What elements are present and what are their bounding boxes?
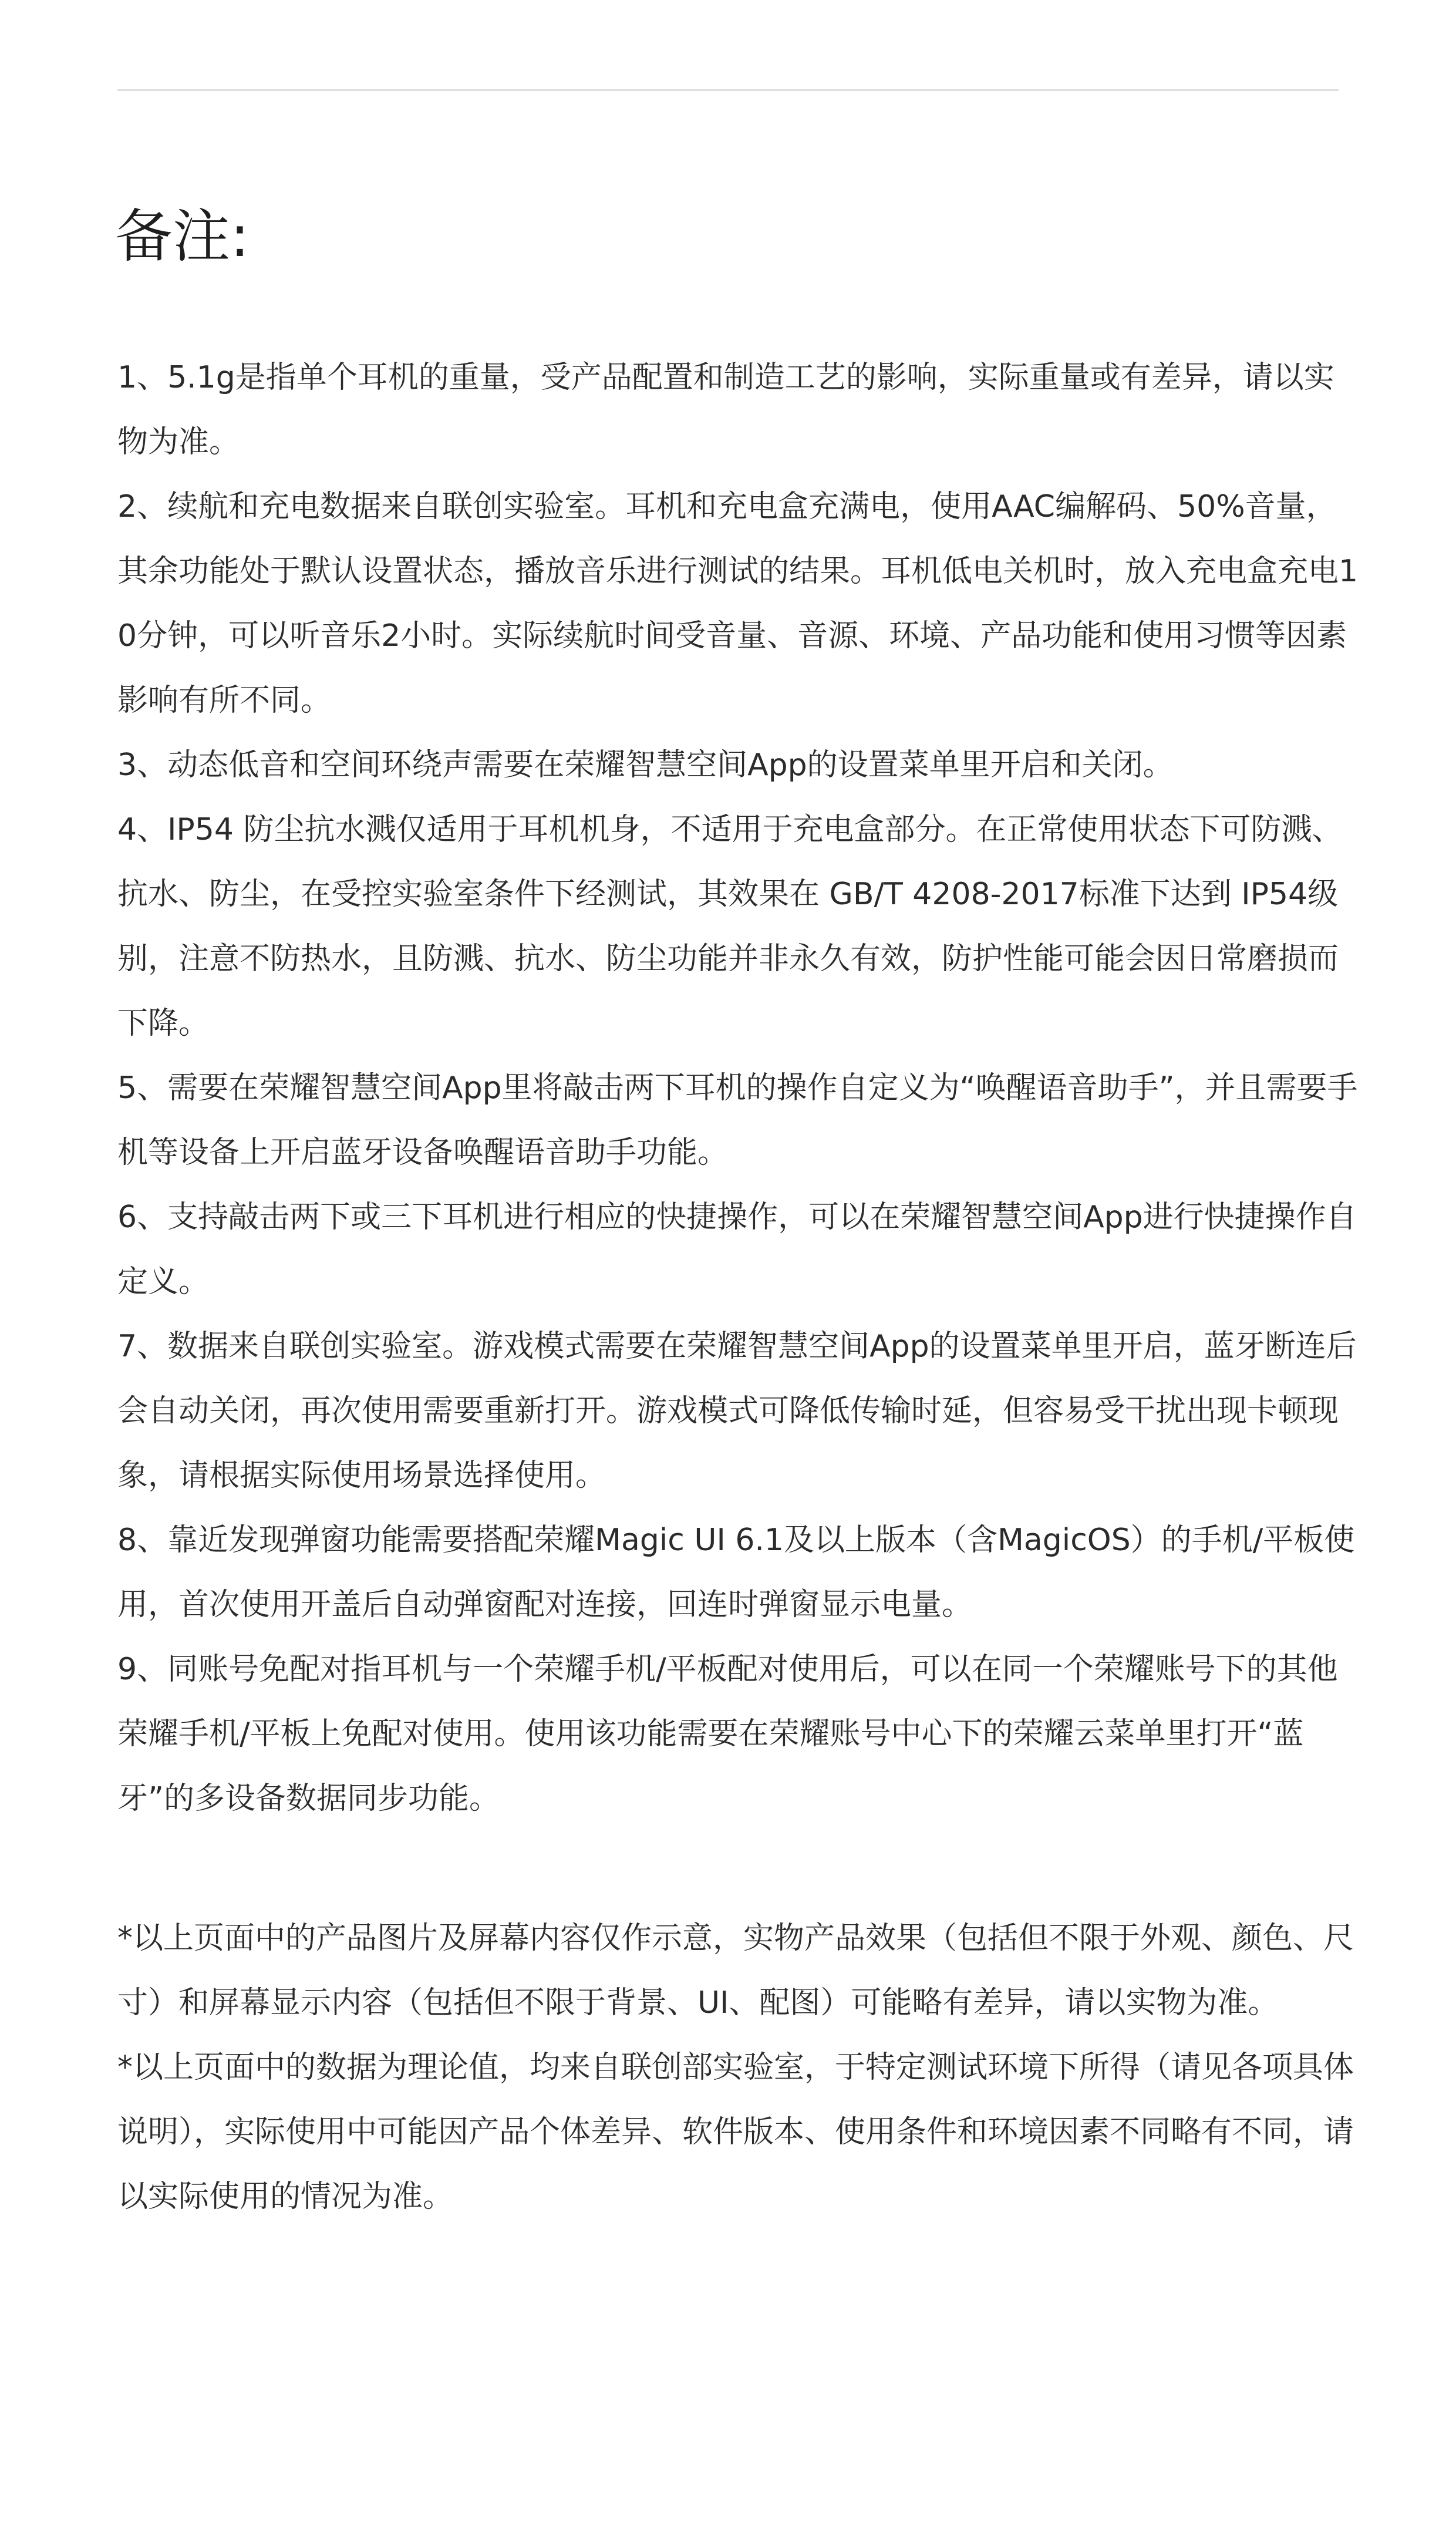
- disclaimer-images: *以上页面中的产品图片及屏幕内容仅作示意，实物产品效果（包括但不限于外观、颜色、尺寸）和屏幕显示内容（包括但不限于背景、UI、配图）可能略有差异，请以实物为准。: [117, 1921, 1354, 2021]
- note-item-7: 7、数据来自联创实验室。游戏模式需要在荣耀智慧空间App的设置菜单里开启，蓝牙断连后会自动关闭，再次使用需要重新打开。游戏模式可降低传输时延，但容易受干扰出现卡顿现象，请根据实际使用场景选择使用。: [117, 1329, 1357, 1493]
- top-divider: [117, 89, 1339, 91]
- disclaimer-data: *以上页面中的数据为理论值，均来自联创部实验室，于特定测试环境下所得（请见各项具体说明），实际使用中可能因产品个体差异、软件版本、使用条件和环境因素不同略有不同，请以实际使用的情况为准。: [117, 2050, 1354, 2214]
- note-item-1: 1、5.1g是指单个耳机的重量，受产品配置和制造工艺的影响，实际重量或有差异，请以实物为准。: [117, 360, 1334, 460]
- note-item-9: 9、同账号免配对指耳机与一个荣耀手机/平板配对使用后，可以在同一个荣耀账号下的其他荣耀手机/平板上免配对使用。使用该功能需要在荣耀账号中心下的荣耀云菜单里打开“蓝牙”的多设备数据同步功能。: [117, 1652, 1338, 1816]
- notes-list: [117, 345, 1362, 1831]
- notes-heading: 备注:: [115, 203, 250, 270]
- note-item-6: 6、支持敲击两下或三下耳机进行相应的快捷操作，可以在荣耀智慧空间App进行快捷操作自定义。: [117, 1200, 1357, 1299]
- note-item-4: 4、IP54 防尘抗水溅仅适用于耳机机身，不适用于充电盒部分。在正常使用状态下可防溅、抗水、防尘，在受控实验室条件下经测试，其效果在 GB/T 4208-2017标准下达到 IP54级别，注意不防热水，且防溅、抗水、防尘功能并非永久有效，防护性能可能会因日常磨损而下降。: [117, 812, 1343, 1041]
- disclaimer-list: [117, 1906, 1362, 2229]
- note-item-8: 8、靠近发现弹窗功能需要搭配荣耀Magic UI 6.1及以上版本（含MagicOS）的手机/平板使用，首次使用开盖后自动弹窗配对连接，回连时弹窗显示电量。: [117, 1523, 1355, 1622]
- note-item-5: 5、需要在荣耀智慧空间App里将敲击两下耳机的操作自定义为“唤醒语音助手”，并且需要手机等设备上开启蓝牙设备唤醒语音助手功能。: [117, 1070, 1358, 1170]
- note-item-2: 2、续航和充电数据来自联创实验室。耳机和充电盒充满电，使用AAC编解码、50%音量，其余功能处于默认设置状态，播放音乐进行测试的结果。耳机低电关机时，放入充电盒充电10分钟，可以听音乐2小时。实际续航时间受音量、音源、环境、产品功能和使用习惯等因素影响有所不同。: [117, 489, 1359, 718]
- note-item-3: 3、动态低音和空间环绕声需要在荣耀智慧空间App的设置菜单里开启和关闭。: [117, 747, 1174, 783]
